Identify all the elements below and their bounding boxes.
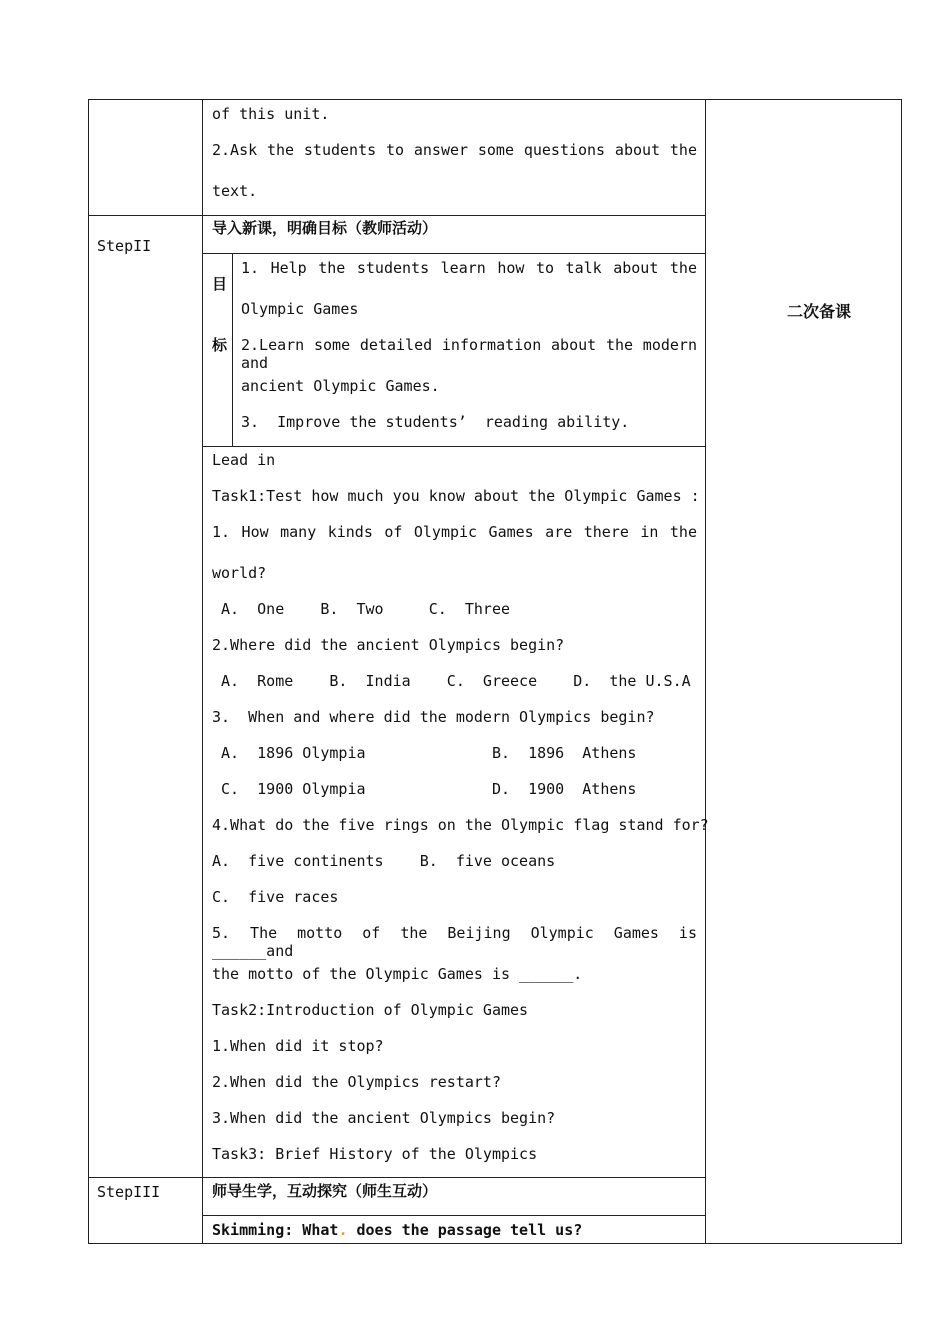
row-divider-unit: [88, 215, 706, 216]
skimming-text-b: does the passage tell us?: [347, 1221, 583, 1239]
lead-in-line-10: C. 1900 Olympia D. 1900 Athens: [212, 780, 637, 798]
lead-in-line-4: world?: [212, 564, 267, 582]
goal-line-2: Olympic Games: [241, 300, 359, 318]
row-divider-step2-heading: [202, 253, 706, 254]
row-divider-goals: [202, 446, 706, 447]
lead-in-line-13: C. five races: [212, 888, 339, 906]
goal-label-char-1: 目: [212, 275, 228, 293]
lead-in-line-14: 5. The motto of the Beijing Olympic Games is ______and: [212, 924, 697, 960]
skimming-text-a: Skimming: What: [212, 1221, 339, 1239]
lead-in-line-3: 1. How many kinds of Olympic Games are there in the: [212, 523, 697, 541]
lead-in-line-15: the motto of the Olympic Games is ______.: [212, 965, 583, 983]
step3-label: StepIII: [97, 1183, 161, 1201]
lead-in-line-6: 2.Where did the ancient Olympics begin?: [212, 636, 565, 654]
step3-heading: 师导生学，互动探究（师生互动）: [212, 1182, 438, 1200]
lead-in-line-2: Task1:Test how much you know about the Olympic Games :: [212, 487, 700, 505]
unit-text-line-2: 2.Ask the students to answer some questions about the: [212, 141, 697, 159]
row-divider-step3: [88, 1177, 706, 1178]
skimming-dot: .: [338, 1221, 348, 1239]
unit-text-line-1: of this unit.: [212, 105, 330, 123]
unit-text-line-3: text.: [212, 182, 258, 200]
lead-in-line-8: 3. When and where did the modern Olympics begin?: [212, 708, 655, 726]
lead-in-line-18: 2.When did the Olympics restart?: [212, 1073, 501, 1091]
goal-line-5: 3. Improve the students’ reading ability.: [241, 413, 630, 431]
goal-line-3: 2.Learn some detailed information about the modern and: [241, 336, 697, 372]
lead-in-line-16: Task2:Introduction of Olympic Games: [212, 1001, 529, 1019]
skimming-question: [212, 1221, 582, 1239]
step2-label: StepII: [97, 237, 152, 255]
second-prep-label: 二次备课: [787, 302, 852, 321]
goal-line-4: ancient Olympic Games.: [241, 377, 440, 395]
lead-in-line-17: 1.When did it stop?: [212, 1037, 384, 1055]
col-divider-1: [202, 99, 203, 1244]
lead-in-line-1: Lead in: [212, 451, 276, 469]
lead-in-line-12: A. five continents B. five oceans: [212, 852, 556, 870]
goal-label-divider: [232, 253, 233, 446]
col-divider-2: [705, 99, 706, 1244]
step2-heading: 导入新课，明确目标（教师活动）: [212, 219, 438, 237]
lead-in-line-9: A. 1896 Olympia B. 1896 Athens: [212, 744, 637, 762]
lead-in-line-19: 3.When did the ancient Olympics begin?: [212, 1109, 556, 1127]
row-divider-step3-heading: [202, 1215, 706, 1216]
lead-in-line-20: Task3: Brief History of the Olympics: [212, 1145, 538, 1163]
lead-in-line-5: A. One B. Two C. Three: [212, 600, 511, 618]
goal-line-1: 1. Help the students learn how to talk about the: [241, 259, 697, 277]
lead-in-line-11: 4.What do the five rings on the Olympic flag stand for?: [212, 816, 709, 834]
lead-in-line-7: A. Rome B. India C. Greece D. the U.S.A: [212, 672, 691, 690]
goal-label-char-2: 标: [212, 336, 228, 354]
